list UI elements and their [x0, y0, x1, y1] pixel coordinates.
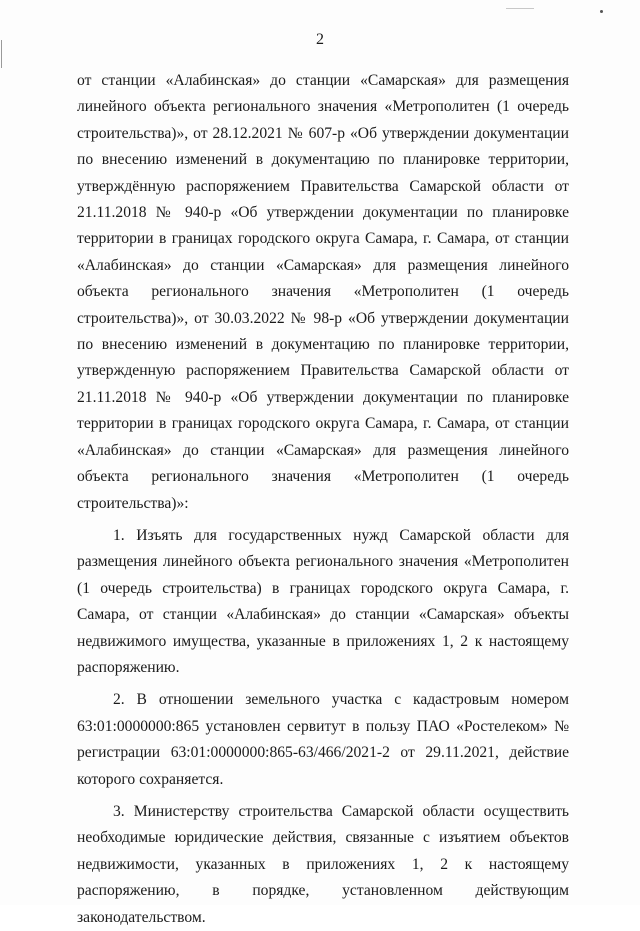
list-item-2: 2. В отношении земельного участка с кадастровым номером 63:01:0000000:865 установлен сервитут в пользу ПАО «Ростелеком» № регистрации 63:01:0000000:865-63/466/2021-2 от 29.11.2021, действие которого сохраняется. — [77, 691, 569, 788]
document-body — [77, 68, 569, 931]
scan-artifact-dot — [600, 10, 603, 13]
list-item-1: 1. Изъять для государственных нужд Самарской области для размещения линейного объекта регионального значения «Метрополитен (1 очередь строительства) в границах городского округа Самара, г. Самара, от станции «Алабинская» до станции «Самарская» объекты недвижимого имущества, указанные в приложениях 1, 2 к настоящему распоряжению. — [77, 526, 569, 676]
intro-paragraph: от станции «Алабинская» до станции «Самарская» для размещения линейного объекта регионального значения «Метрополитен (1 очередь строительства)», от 28.12.2021 № 607-р «Об утверждении документации по внесению изменений в документацию по планировке территории, утверждённую распоряжением Правительства Самарской области от 21.11.2018 № 940-р «Об утверждении документации по планировке территории в границах городского округа Самара, г. Самара, от станции «Алабинская» до станции «Самарская» для размещения линейного объекта регионального значения «Метрополитен (1 очередь строительства)», от 30.03.2022 № 98-р «Об утверждении документации по внесению изменений в документацию по планировке территории, утвержденную распоряжением Правительства Самарской области от 21.11.2018 № 940-р «Об утверждении документации по планировке территории в границах городского округа Самара, г. Самара, от станции «Алабинская» до станции «Самарская» для размещения линейного объекта регионального значения «Метрополитен (1 очередь строительства)»: — [77, 72, 569, 512]
page-number: 2 — [316, 31, 324, 48]
list-item-3: 3. Министерству строительства Самарской области осуществить необходимые юридические действия, связанные с изъятием объектов недвижимости, указанных в приложениях 1, 2 к настоящему распоряжению, в порядке, установленном действующим законодательством. — [77, 802, 569, 926]
scan-artifact-line — [506, 8, 534, 9]
